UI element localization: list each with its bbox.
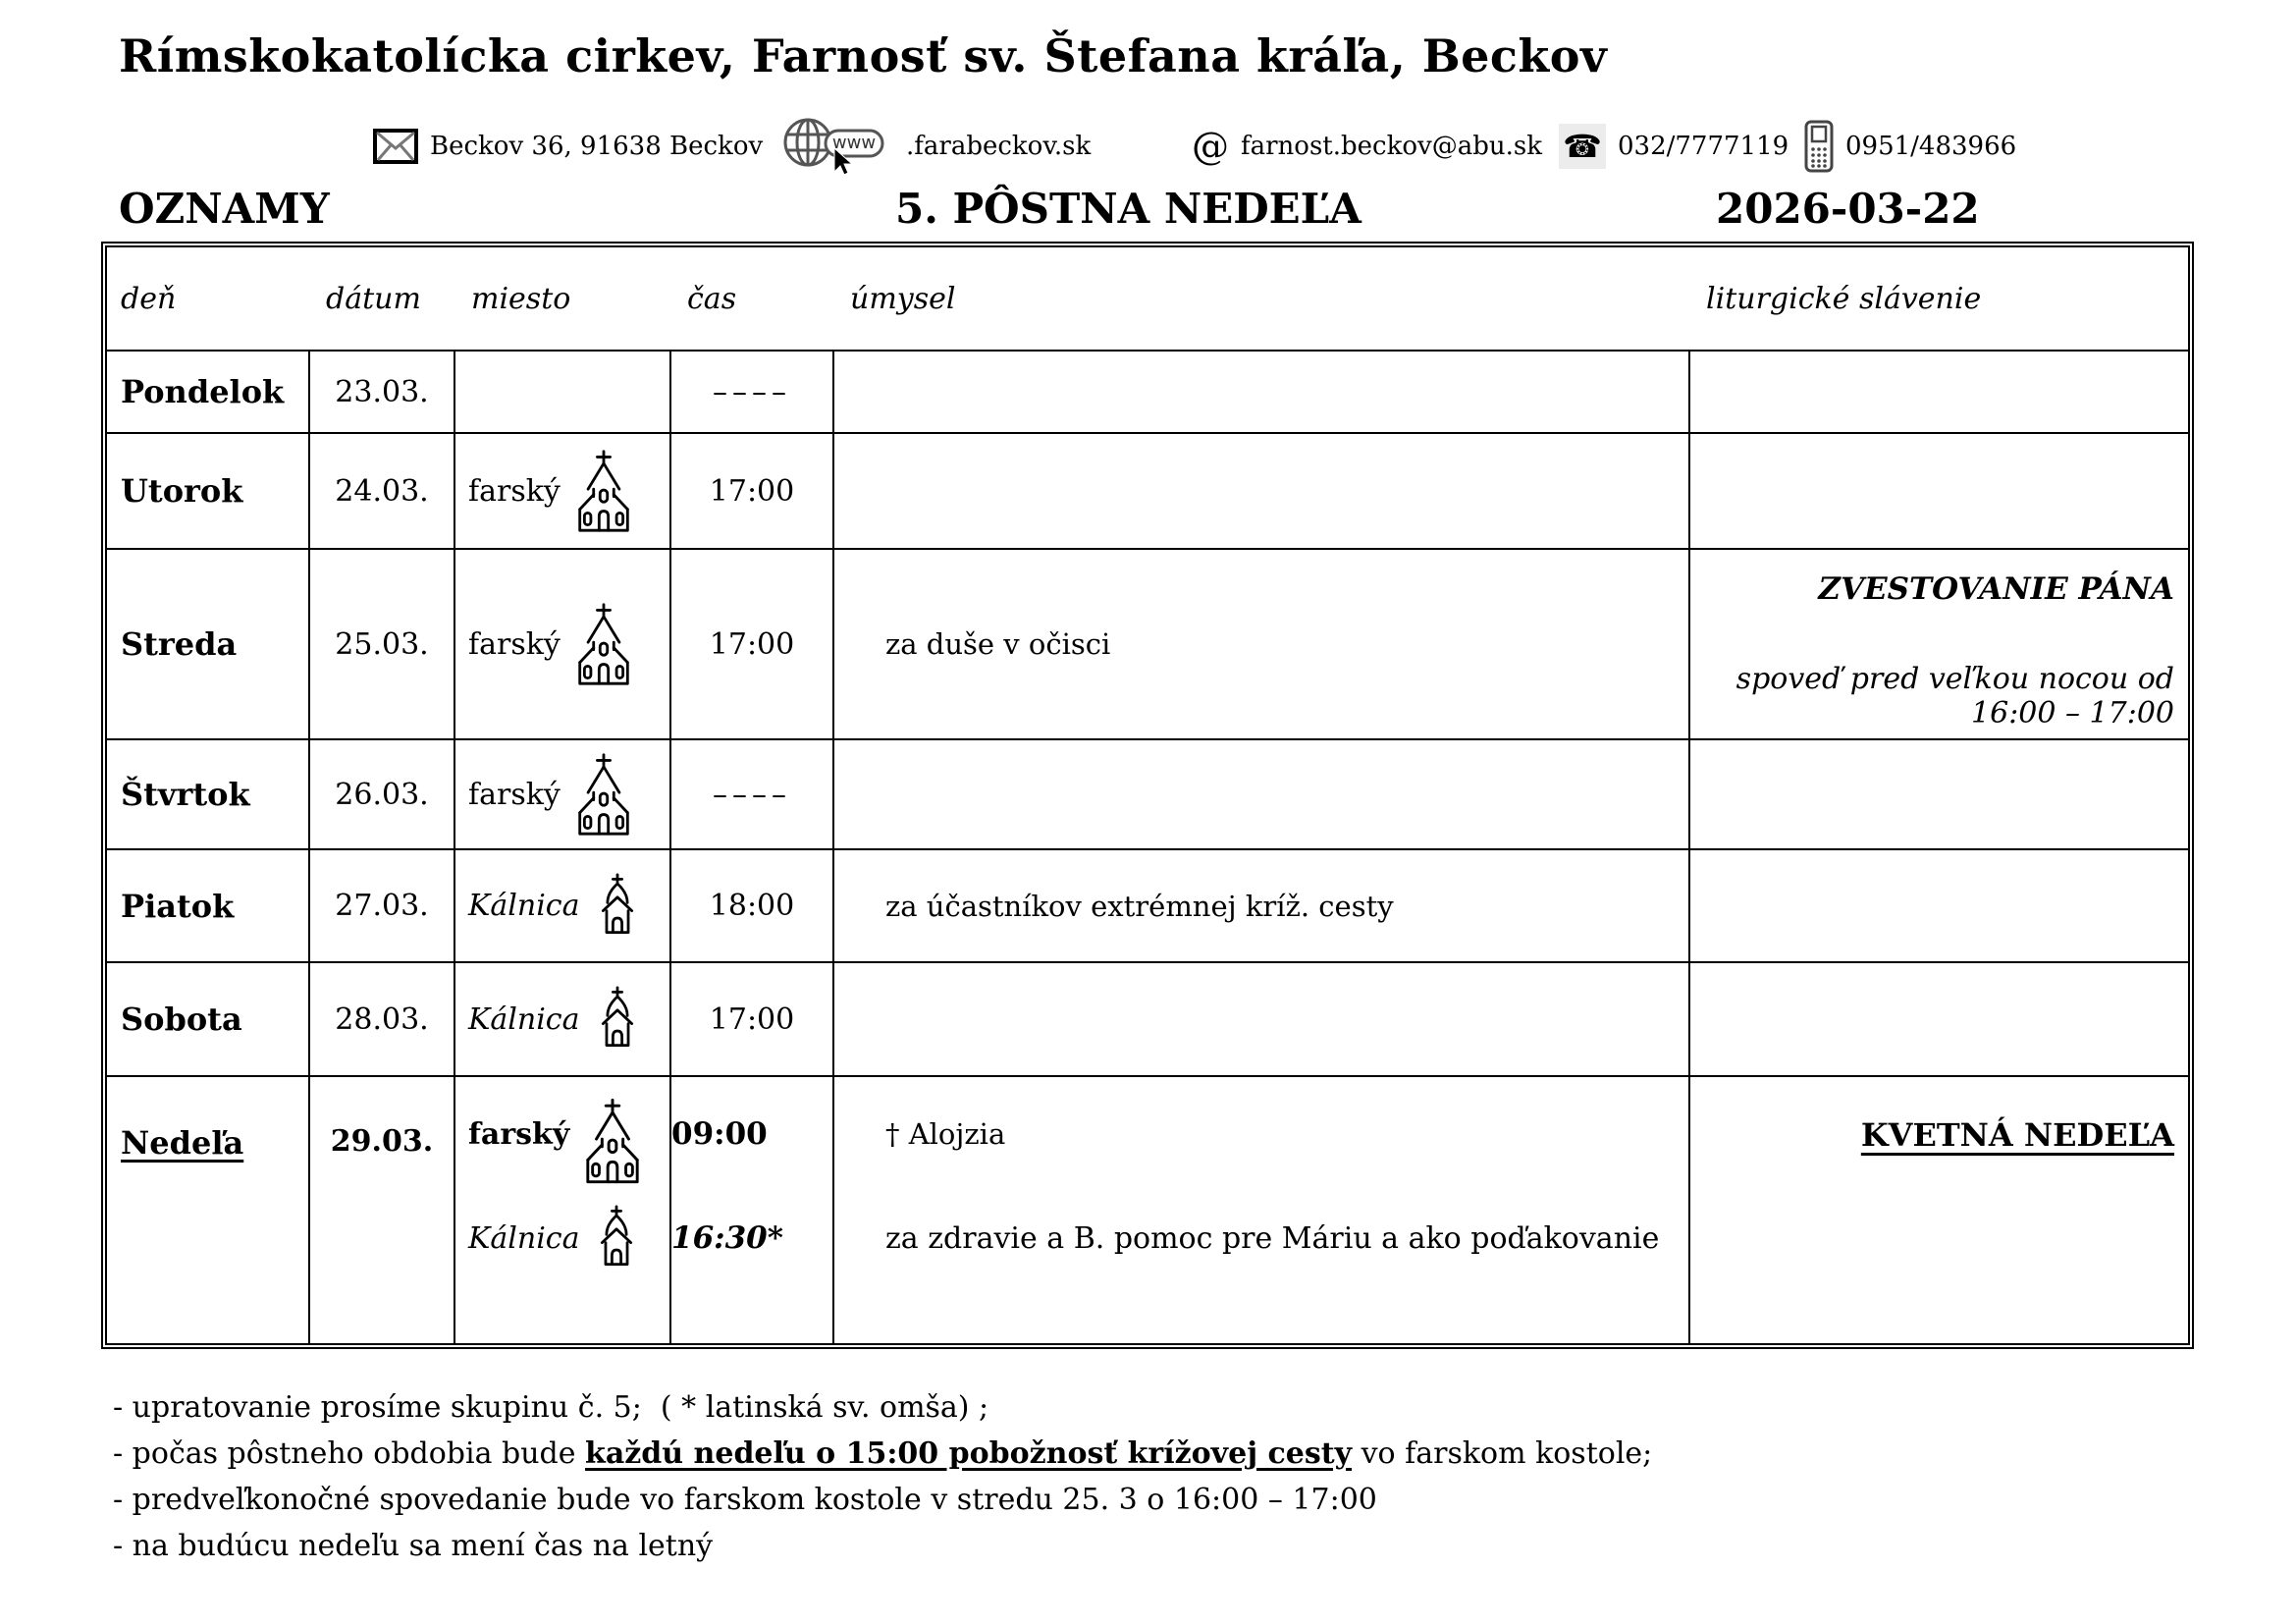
feast-cell	[1688, 850, 2188, 961]
col-header-place: miesto	[471, 281, 571, 316]
table-row-monday	[107, 350, 2188, 432]
service-time-evening: 16:30*	[671, 1220, 783, 1256]
time-cell: 17:00	[669, 963, 832, 1075]
table-row-thursday	[107, 738, 2188, 848]
place-cell	[454, 1077, 669, 1343]
service-place-morning	[455, 1081, 643, 1187]
phone-text: 032/7777119	[1618, 132, 1789, 161]
feast-title: KVETNÁ NEDEĽA	[1860, 1116, 2174, 1154]
bulletin-date: 2026-03-22	[1716, 185, 1980, 233]
intention-cell	[832, 1077, 1688, 1343]
table-row-sunday	[107, 1075, 2188, 1343]
church-icon	[582, 1095, 643, 1187]
col-header-day: deň	[121, 281, 177, 316]
contact-address	[373, 114, 763, 179]
place-label: Kálnica	[468, 1220, 580, 1256]
chapel-icon	[593, 1205, 640, 1272]
day-cell	[107, 1077, 308, 1343]
at-icon: @	[1192, 125, 1229, 168]
table-row-saturday	[107, 961, 2188, 1075]
globe-www-icon	[780, 115, 894, 178]
email-text: farnost.beckov@abu.sk	[1241, 132, 1542, 161]
announcements-label: OZNAMY	[119, 185, 330, 233]
day-cell: Štvrtok	[121, 776, 250, 813]
date-cell: 24.03.	[308, 434, 454, 548]
footer-note-2	[113, 1431, 1652, 1477]
contact-phone	[1559, 114, 1789, 179]
place-cell	[454, 434, 669, 548]
time-cell: 18:00	[669, 850, 832, 961]
col-header-date: dátum	[326, 281, 421, 316]
contact-mobile	[1804, 114, 2016, 179]
day-cell: Pondelok	[121, 373, 285, 410]
note-suffix: vo farskom kostole;	[1352, 1436, 1653, 1471]
feast-cell	[1688, 963, 2188, 1075]
service-intention-evening: za zdravie a B. pomoc pre Máriu a ako poďakovanie	[885, 1220, 1660, 1256]
place-label: farský	[468, 473, 561, 509]
date-cell: 27.03.	[308, 850, 454, 961]
sunday-title: 5. PÔSTNA NEDEĽA	[895, 185, 1362, 233]
day-cell: Streda	[121, 625, 238, 663]
feast-cell	[1688, 740, 2188, 848]
time-cell: 17:00	[669, 434, 832, 548]
place-label: Kálnica	[468, 1001, 580, 1037]
intention-cell	[832, 740, 1688, 848]
telephone-icon: ☎	[1559, 124, 1606, 169]
service-place-evening	[455, 1187, 640, 1289]
www-label: www	[831, 133, 877, 153]
place-cell	[454, 550, 669, 738]
table-header-row	[107, 247, 2188, 350]
day-cell: Piatok	[121, 887, 235, 925]
footer-note-4: - na budúcu nedeľu sa mení čas na letný	[113, 1529, 714, 1563]
mobile-phone-icon	[1804, 120, 1834, 173]
footer-note-1: - upratovanie prosíme skupinu č. 5; ( * latinská sv. omša) ;	[113, 1390, 989, 1425]
intention-cell	[832, 352, 1688, 432]
date-cell: 26.03.	[308, 740, 454, 848]
church-icon	[574, 449, 633, 533]
place-cell	[454, 352, 669, 432]
note-prefix: - počas pôstneho obdobia bude	[113, 1436, 586, 1471]
date-cell: 25.03.	[308, 550, 454, 738]
footer-note-3: - predveľkonočné spovedanie bude vo farskom kostole v stredu 25. 3 o 16:00 – 17:00	[113, 1483, 1377, 1517]
intention-cell	[832, 434, 1688, 548]
contact-website	[780, 114, 1091, 179]
place-label: farský	[468, 626, 561, 662]
footer-notes	[113, 1384, 1652, 1569]
church-icon	[574, 602, 633, 686]
envelope-icon	[373, 129, 418, 164]
feast-cell	[1688, 434, 2188, 548]
place-cell	[454, 963, 669, 1075]
feast-cell	[1688, 352, 2188, 432]
feast-cell	[1688, 1077, 2188, 1343]
contact-email	[1192, 114, 1542, 179]
schedule-table	[101, 242, 2194, 1349]
col-header-time: čas	[687, 281, 737, 316]
chapel-icon	[594, 873, 641, 940]
chapel-icon	[594, 986, 641, 1053]
place-cell	[454, 740, 669, 848]
time-cell: ––––	[713, 777, 791, 812]
intention-cell: za duše v očisci	[832, 550, 1688, 738]
page-title: Rímskokatolícka cirkev, Farnosť sv. Štefana kráľa, Beckov	[119, 29, 1608, 82]
feast-note: spoveď pred veľkou nocou od 16:00 – 17:00	[1735, 662, 2174, 731]
service-time-morning: 09:00	[671, 1116, 768, 1152]
place-cell	[454, 850, 669, 961]
church-icon	[574, 752, 633, 837]
day-cell: Sobota	[121, 1001, 242, 1038]
table-row-friday	[107, 848, 2188, 961]
time-cell	[669, 1077, 832, 1343]
feast-cell	[1688, 550, 2188, 738]
time-cell: 17:00	[669, 550, 832, 738]
date-cell: 23.03.	[308, 352, 454, 432]
day-cell: Utorok	[121, 472, 243, 510]
service-intention-morning: † Alojzia	[885, 1117, 1006, 1151]
date-cell: 29.03.	[308, 1077, 454, 1343]
intention-cell	[832, 963, 1688, 1075]
col-header-feast: liturgické slávenie	[1706, 281, 1982, 316]
table-row-wednesday	[107, 548, 2188, 738]
website-text: .farabeckov.sk	[906, 132, 1092, 161]
day-label: Nedeľa	[121, 1124, 244, 1162]
announcements-strip	[0, 185, 2296, 238]
time-cell: ––––	[713, 374, 791, 409]
col-header-intention: úmysel	[850, 281, 956, 316]
address-text: Beckov 36, 91638 Beckov	[430, 132, 764, 161]
date-cell: 28.03.	[308, 963, 454, 1075]
mobile-text: 0951/483966	[1845, 132, 2017, 161]
place-label: farský	[468, 777, 561, 812]
contact-row	[0, 114, 2296, 179]
table-row-tuesday	[107, 432, 2188, 548]
intention-cell: za účastníkov extrémnej kríž. cesty	[832, 850, 1688, 961]
feast-title: ZVESTOVANIE PÁNA	[1818, 571, 2174, 607]
place-label: farský	[468, 1116, 570, 1152]
note-emphasis: každú nedeľu o 15:00 pobožnosť krížovej cesty	[585, 1436, 1353, 1471]
place-label: Kálnica	[468, 889, 580, 923]
